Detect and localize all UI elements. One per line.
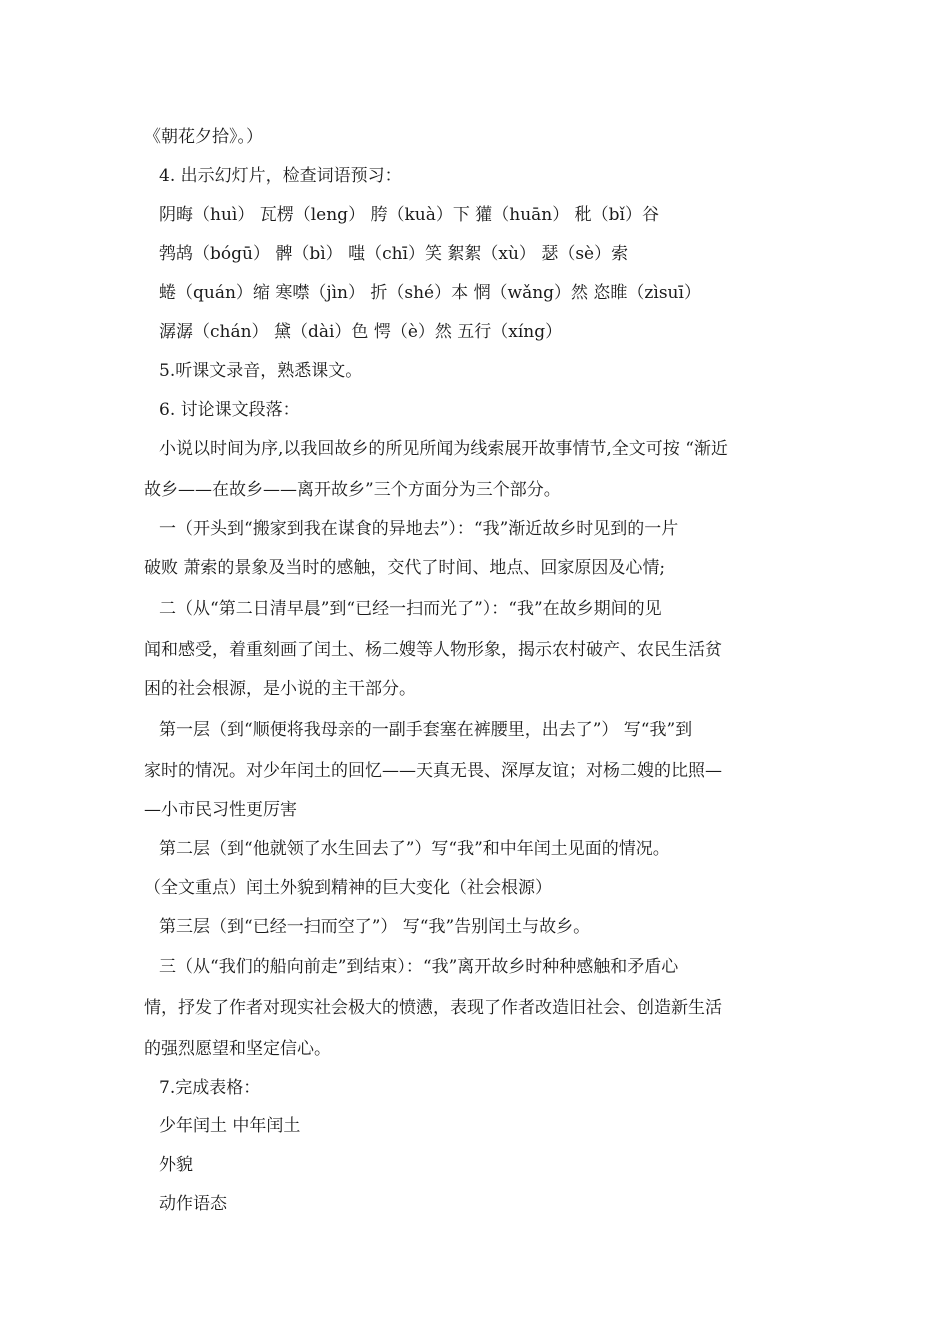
paragraph-line: 第二层（到“他就领了水生回去了”）写“我”和中年闰土见面的情况。: [159, 839, 670, 859]
text-line: 4. 出示幻灯片，检查词语预习：: [159, 166, 402, 186]
vocab-line: 潺潺（chán） 黛（dài）色 愕（è）然 五行（xíng）: [159, 322, 563, 342]
text-line: 7.完成表格：: [159, 1078, 261, 1098]
paragraph-line: 闻和感受，着重刻画了闰土、杨二嫂等人物形象，揭示农村破产、农民生活贫: [144, 640, 722, 660]
paragraph-line: 三（从“我们的船向前走”到结束）：“我”离开故乡时种种感触和矛盾心: [159, 957, 679, 977]
table-header-line: 少年闰土 中年闰土: [159, 1116, 301, 1136]
text-line: 5.听课文录音，熟悉课文。: [159, 361, 363, 381]
vocab-line: 阴晦（huì） 瓦楞（leng） 胯（kuà）下 獾（huān） 秕（bǐ）谷: [159, 205, 659, 225]
paragraph-line: 的强烈愿望和坚定信心。: [144, 1039, 331, 1059]
paragraph-line: 破败 萧索的景象及当时的感触，交代了时间、地点、回家原因及心情;: [144, 558, 666, 578]
paragraph-line: 第一层（到“顺便将我母亲的一副手套塞在裤腰里，出去了”） 写“我”到: [159, 720, 693, 740]
vocab-line: 蜷（quán）缩 寒噤（jìn） 折（shé）本 惘（wǎng）然 恣睢（zìsuī）: [159, 283, 701, 303]
vocab-line: 鹁鸪（bógū） 髀（bì） 嗤（chī）笑 絮絮（xù） 瑟（sè）索: [159, 244, 629, 264]
table-row-label: 动作语态: [159, 1194, 227, 1214]
paragraph-line: 家时的情况。对少年闰土的回忆——天真无畏、深厚友谊；对杨二嫂的比照—: [144, 761, 722, 781]
text-line: 《朝花夕拾》。）: [144, 127, 263, 147]
paragraph-line: 情，抒发了作者对现实社会极大的愤懑，表现了作者改造旧社会、创造新生活: [144, 998, 722, 1018]
table-row-label: 外貌: [159, 1155, 193, 1175]
paragraph-line: 第三层（到“已经一扫而空了”） 写“我”告别闰土与故乡。: [159, 917, 591, 937]
paragraph-line: 二（从“第二日清早晨”到“已经一扫而光了”）：“我”在故乡期间的见: [159, 599, 662, 619]
paragraph-line: 困的社会根源，是小说的主干部分。: [144, 679, 416, 699]
text-line: 6. 讨论课文段落：: [159, 400, 300, 420]
paragraph-line: （全文重点）闰土外貌到精神的巨大变化（社会根源）: [144, 878, 552, 898]
paragraph-line: 小说以时间为序,以我回故乡的所见所闻为线索展开故事情节,全文可按 “渐近: [159, 439, 728, 459]
paragraph-line: —小市民习性更厉害: [144, 800, 297, 820]
paragraph-line: 故乡——在故乡——离开故乡”三个方面分为三个部分。: [144, 480, 561, 500]
paragraph-line: 一（开头到“搬家到我在谋食的异地去”）：“我”渐近故乡时见到的一片: [159, 519, 679, 539]
